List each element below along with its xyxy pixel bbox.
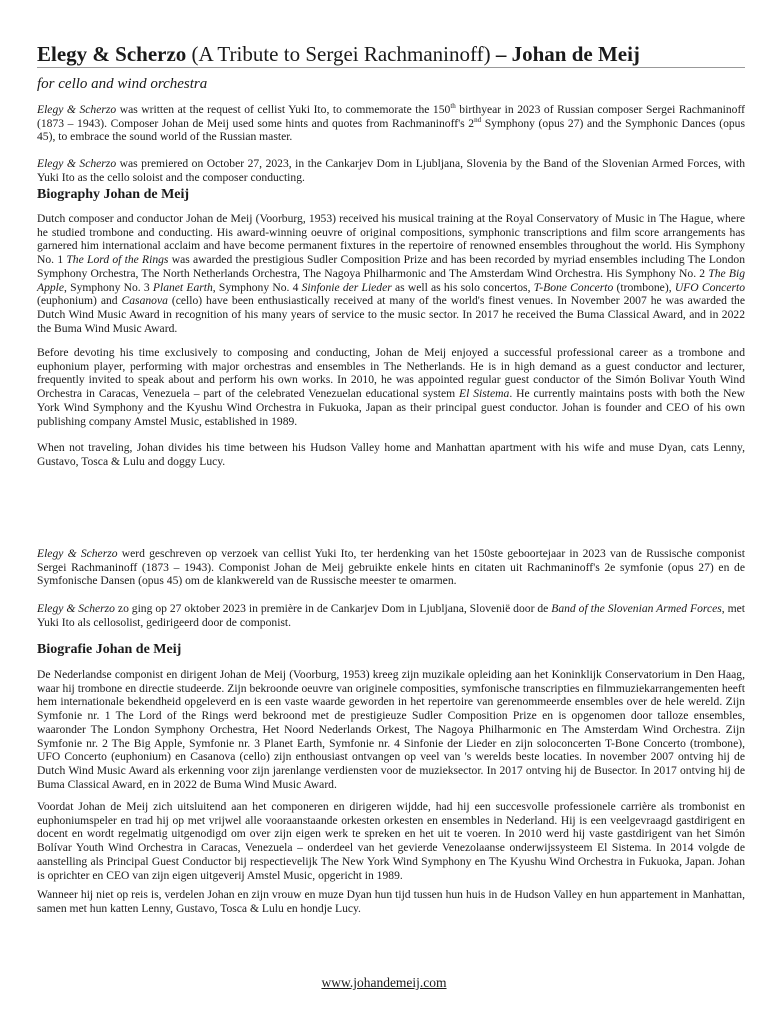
text-segment: was awarded the prestigious Sudler Composition Prize and has been recorded by myriad ensembles including The London Symphony Orchestra, The North Netherlands Orchestra, The Nagoya Philharmonic and The Amsterdam Wind Orchestra. His Symphony No. 2 — [37, 253, 745, 280]
website-link[interactable]: www.johandemeij.com — [321, 975, 447, 990]
text-segment: werd geschreven op verzoek van cellist Yuki Ito, ter herdenking van het 150ste geboortejaar in 2023 van de Russische componist Sergei Rachmaninoff (1873 – 1943). Componist Johan de Meij gebruikte enkele hints en citaten uit Rachmaninoff's 2e symfonie (opus 27) en de Symfonische Dansen (opus 45) om de klankwereld van de Russische meester te omarmen. — [37, 547, 745, 588]
italic-title-text: Elegy & Scherzo — [37, 103, 117, 116]
nl-bio-paragraph — [37, 800, 745, 882]
text-segment: as well as his solo concertos, — [391, 280, 534, 294]
text-segment: th — [450, 102, 456, 111]
italic-title-text: UFO Concerto — [674, 280, 745, 294]
text-segment: , Symphony No. 3 — [64, 280, 153, 294]
en-bio-paragraph — [37, 441, 745, 468]
text-segment: Wanneer hij niet op reis is, verdelen Johan en zijn vrouw en muze Dyan hun tijd tussen hun huis in de Hudson Valley en hun appartement in Manhattan, samen met hun katten Lenny, Gustavo, Tosca & Lulu en hondje Lucy. — [37, 888, 745, 915]
en-bio-paragraph — [37, 212, 745, 335]
italic-title-text: Elegy & Scherzo — [37, 547, 118, 560]
text-segment: Before devoting his time exclusively to composing and conducting, Johan de Meij enjoyed a successful professional career as a trombone and euphonium player, performing with major orchestras and ensembles in The Netherlands. He is in high demand as a guest conductor and lecturer, frequently invited to speak about and perform his own works. In 2010, he was appointed regular guest conductor of the Simón Bolivar Youth Wind Orchestra in Caracas, Venezuela – part of the celebrated Venezuelan educational system — [37, 346, 745, 401]
italic-title-text: Sinfonie der Lieder — [301, 280, 392, 294]
text-segment: (euphonium) and — [37, 294, 122, 308]
subtitle: for cello and wind orchestra — [37, 76, 208, 92]
nl-intro-paragraph — [37, 547, 745, 588]
en-bio-paragraph — [37, 346, 745, 428]
text-segment: De Nederlandse componist en dirigent Johan de Meij (Voorburg, 1953) kreeg zijn muzikale opleiding aan het Koninklijk Conservatorium in Den Haag, waar hij trombone en directie studeerde. Zijn bekroonde oeuvre van originele composities, symfonische transcripties en filmmuziekarrangementen heeft hem internationale bekendheid opgeleverd en is een vaste waarde geworden in het repertoire van gerenommeerde ensembles over de hele wereld. Zijn Symfonie nr. 1 The Lord of the Rings werd bekroond met de prestigieuze Sudler Composition Prize en is opgenomen door talloze ensembles, waaronder The London Symphony Orchestra, Het Noord Nederlands Orkest, The Nagoya Philharmonic en The Amsterdam Wind Orchestra. Zijn Symfonie nr. 2 The Big Apple, Symfonie nr. 3 Planet Earth, Symfonie nr. 4 Sinfonie der Lieder en zijn soloconcerten T-Bone Concerto (trombone), UFO Concerto (euphonium) en Casanova (cello) zijn enthousiast ontvangen op veel van 's werelds beste locaties. In november 2007 ontving hij de Dutch Wind Music Award als erkenning voor zijn jarenlange verdiensten voor de muzieksector. In 2017 ontving hij de Busector. In 2017 ontving hij de Buma Classical Award, en in 2022 de Buma Wind Music Award. — [37, 668, 745, 791]
text-segment: was premiered on October 27, 2023, in the Cankarjev Dom in Ljubljana, Slovenia by the Band of the Slovenian Armed Forces, with Yuki Ito as the cello soloist and the composer conducting. — [37, 157, 745, 184]
italic-title-text: Planet Earth — [152, 280, 213, 294]
italic-title-text: Band of the Slovenian Armed Forces — [551, 602, 722, 615]
text-segment: , Symphony No. 4 — [212, 280, 302, 294]
italic-title-text: T-Bone Concerto — [533, 280, 614, 294]
nl-bio-paragraph — [37, 888, 745, 915]
text-segment: birthyear in 2023 of Russian composer Sergei Rachmaninoff (1873 – 1943). Composer Johan de Meij used some hints and quotes from Rachmaninoff's 2 — [37, 103, 745, 130]
italic-title-text: The Lord of the Rings — [66, 253, 169, 267]
text-segment: zo ging op 27 oktober 2023 in première in de Cankarjev Dom in Ljubljana, Slovenië door de — [114, 602, 552, 615]
text-segment: nd — [474, 115, 482, 124]
text-segment: Dutch composer and conductor Johan de Meij (Voorburg, 1953) received his musical training at the Royal Conservatory of Music in The Hague, where he studied trombone and conducting. His award-winning oeuvre of original compositions, symphonic transcriptions and film score arrangements has garnered him international acclaim and have become permanent fixtures in the repertoire of renowned ensembles throughout the world. His Symphony No. 1 — [37, 212, 745, 267]
page-title: Elegy & Scherzo (A Tribute to Sergei Rachmaninoff) – Johan de Meij — [37, 42, 745, 68]
text-segment: Symphony (opus 27) and the Symphonic Dances (opus 45), to embrace the sound world of the Russian master. — [37, 116, 745, 144]
nl-bio-paragraph — [37, 668, 745, 791]
italic-title-text: Elegy & Scherzo — [37, 602, 115, 615]
italic-title-text: The Big Apple — [37, 266, 746, 294]
en-intro-paragraph — [37, 103, 745, 144]
text-segment: was written at the request of cellist Yuki Ito, to commemorate the 150 — [116, 103, 451, 116]
text-segment: , met Yuki Ito als cellosolist, gedirigeerd door de componist. — [37, 602, 745, 629]
text-segment: . He currently maintains posts with both the New York Wind Symphony and the Kyushu Wind Orchestra in Fukuoka, Japan as their principal guest conductor. Johan is founder and CEO of his own publishing company Amstel Music, established in 1989. — [37, 387, 745, 428]
nl-premiere-paragraph — [37, 602, 745, 629]
italic-title-text: Casanova — [121, 294, 168, 308]
nl-biography-heading: Biografie Johan de Meij — [37, 642, 182, 657]
text-segment: When not traveling, Johan divides his time between his Hudson Valley home and Manhattan apartment with his wife and muse Dyan, cats Lenny, Gustavo, Tosca & Lulu and doggy Lucy. — [37, 441, 745, 468]
text-segment: (trombone), — [613, 280, 675, 294]
italic-title-text: El Sistema — [459, 387, 510, 401]
text-segment: Voordat Johan de Meij zich uitsluitend aan het componeren en dirigeren wijdde, had hij een succesvolle professionele carrière als trombonist en euphoniumspeler en trad hij op met vrijwel alle vooraanstaande orkesten orkesten en ensembles in Nederland. Hij is een veelgevraagd gastdirigent en docent en wordt regelmatig uitgenodigd om over zijn eigen werk te spreken en het uit te voeren. In 2010 werd hij vaste gastdirigent van het Simón Bolívar Youth Wind Orchestra in Caracas, Venezuela – onderdeel van het gevierde Venezolaanse onderwijssysteem El Sistema. In 2014 volgde de aanstelling als Principal Guest Conductor bij respectievelijk The New York Wind Symphony en The Kyushu Wind Orchestra in Fukuoka, Japan. Johan is oprichter en CEO van zijn eigen uitgeverij Amstel Music, opgericht in 1989. — [37, 800, 745, 882]
en-premiere-paragraph — [37, 157, 745, 184]
italic-title-text: Elegy & Scherzo — [37, 157, 117, 170]
en-biography-heading: Biography Johan de Meij — [37, 187, 190, 202]
text-segment: (cello) have been enthusiastically received at many of the world's finest venues. In November 2007 he was awarded the Dutch Wind Music Award in recognition of his many years of service to the music sector. In 2017 he received the Buma Classical Award, and in 2022 the Buma Wind Music Award. — [37, 294, 745, 335]
